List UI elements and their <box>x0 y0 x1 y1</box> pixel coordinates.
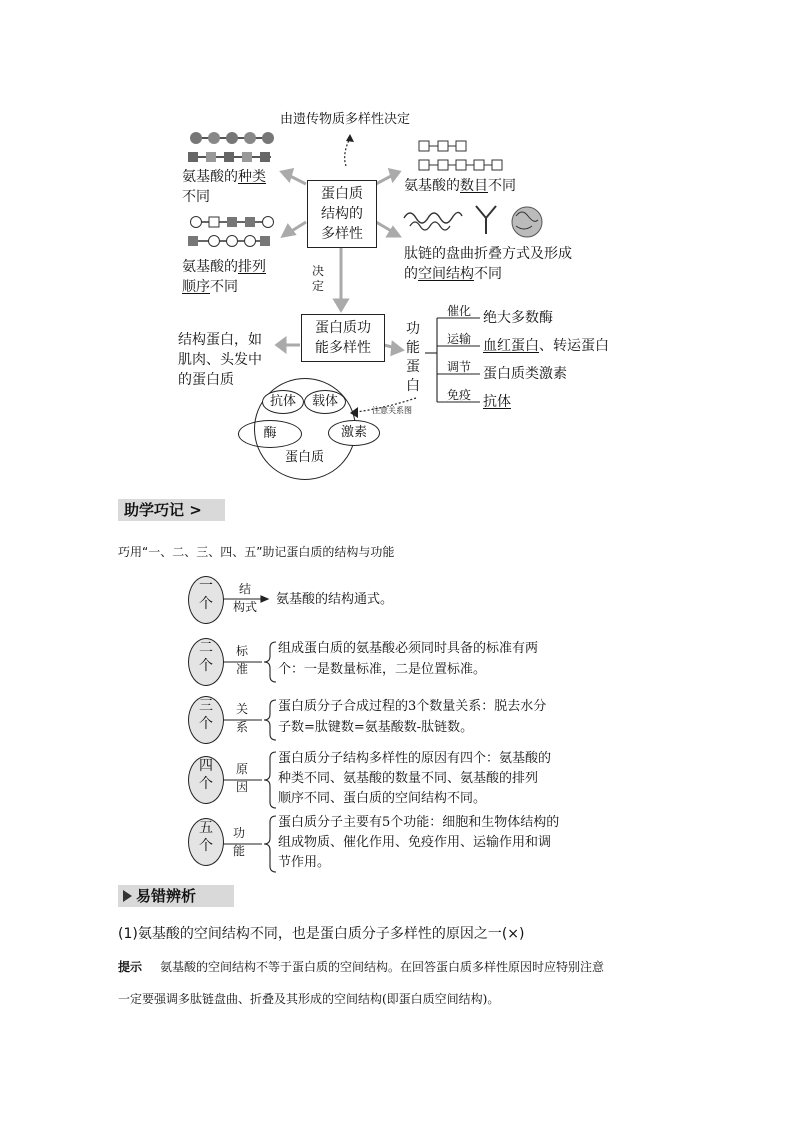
memory-text-3 <box>278 696 546 738</box>
function-tag-catalysis: 催化 <box>447 304 472 318</box>
center-box-line-1: 蛋白质 <box>321 186 363 202</box>
label-underlined: 排列 <box>238 259 266 275</box>
text-line: 蛋白质分子合成过程的3个数量关系：脱去水分 <box>278 699 547 714</box>
structural-line-3: 的蛋白质 <box>178 372 234 388</box>
tag-top: 结 <box>239 582 252 596</box>
venn-carrier: 载体 <box>304 390 346 414</box>
label-underlined: 空间结构 <box>418 266 474 282</box>
error-statement: (1)氨基酸的空间结构不同，也是蛋白质分子多样性的原因之一(×) <box>118 926 525 942</box>
venn-enzyme: 酶 <box>238 420 302 448</box>
label-line-1: 肽链的盘曲折叠方式及形成 <box>404 246 572 262</box>
text-line: 氨基酸的结构通式。 <box>276 592 394 607</box>
tag-top: 关 <box>236 702 249 716</box>
hint-text: 氨基酸的空间结构不等于蛋白质的空间结构。在回答蛋白质多样性原因时应特别注意 <box>160 960 605 974</box>
hint-label: 提示 <box>118 960 143 974</box>
hint-line-2: 一定要强调多肽链盘曲、折叠及其形成的空间结构(即蛋白质空间结构)。 <box>118 992 500 1006</box>
label-prefix: 的 <box>404 266 418 282</box>
label-suffix: 不同 <box>210 279 238 295</box>
center-box-line-3: 多样性 <box>321 226 363 242</box>
number-bottom: 个 <box>199 716 213 732</box>
text-line: 蛋白质分子主要有5个功能：细胞和生物体结构的 <box>278 815 560 830</box>
function-desc: 绝大多数酶 <box>483 310 553 326</box>
text-line: 种类不同、氨基酸的数量不同、氨基酸的排列 <box>278 771 539 786</box>
errors-title-text: 易错辨析 <box>136 887 197 905</box>
functional-protein-label: 功能蛋白 <box>406 321 420 394</box>
memory-number-5 <box>188 818 224 866</box>
label-prefix: 氨基酸的 <box>182 259 238 275</box>
text-line: 节作用。 <box>278 855 331 870</box>
label-suffix: 不同 <box>474 266 502 282</box>
text-line: 子数=肽键数=氨基酸数-肽链数。 <box>278 720 474 735</box>
label-underlined: 种类 <box>238 169 266 185</box>
memory-number-3 <box>188 696 224 744</box>
triangle-icon <box>123 890 132 902</box>
memory-tag-1 <box>233 580 257 616</box>
memory-number-2 <box>188 638 224 686</box>
function-tag-immunity: 免疫 <box>447 388 472 402</box>
memory-text-4 <box>278 749 551 809</box>
label-underlined-2: 顺序 <box>182 279 210 295</box>
number-top: 四 <box>199 758 213 774</box>
structural-line-1: 结构蛋白，如 <box>178 332 262 348</box>
function-underline: 抗体 <box>483 394 511 410</box>
label-underlined: 数目 <box>460 178 488 194</box>
number-top: 二 <box>199 640 213 656</box>
text-line: 蛋白质分子结构多样性的原因有四个：氨基酸的 <box>278 751 552 766</box>
memory-text-5 <box>278 813 559 873</box>
function-box-line-2: 能多样性 <box>315 340 371 356</box>
label-prefix: 氨基酸的 <box>182 169 238 185</box>
hint-line-1 <box>118 958 604 976</box>
label-suffix: 不同 <box>182 189 210 205</box>
text-line: 组成蛋白质的氨基酸必须同时具备的标准有两 <box>278 641 539 656</box>
label-prefix: 氨基酸的 <box>404 178 460 194</box>
top-note: 由遗传物质多样性决定 <box>280 112 411 127</box>
tag-top: 标 <box>236 644 249 658</box>
function-tag-transport: 运输 <box>447 332 472 346</box>
number-top: 三 <box>199 698 213 714</box>
structural-line-2: 肌肉、头发中 <box>178 352 262 368</box>
text-line: 个：一是数量标准，二是位置标准。 <box>278 662 487 677</box>
tag-bottom: 能 <box>233 844 246 858</box>
function-desc: 蛋白质类激素 <box>483 366 567 382</box>
decide-label: 决定 <box>312 264 325 293</box>
number-bottom: 个 <box>199 776 213 792</box>
memory-number-1 <box>188 576 224 624</box>
errors-section-title <box>118 885 234 907</box>
text-line: 顺序不同、蛋白质的空间结构不同。 <box>278 791 487 806</box>
venn-note: 注意关系图 <box>372 406 412 415</box>
function-tag-regulation: 调节 <box>447 360 472 374</box>
memory-text-2 <box>278 638 538 680</box>
memory-tag-2 <box>236 642 248 678</box>
tag-bottom: 准 <box>236 662 249 676</box>
venn-hormone: 激素 <box>328 420 380 446</box>
memory-number-4 <box>188 756 224 804</box>
function-box-line-1: 蛋白质功 <box>315 320 371 336</box>
tag-top: 原 <box>236 762 249 776</box>
number-top: 五 <box>199 820 213 836</box>
tag-bottom: 构式 <box>233 600 258 614</box>
venn-protein-label: 蛋白质 <box>285 450 325 465</box>
memory-intro: 巧用“一、二、三、四、五”助记蛋白质的结构与功能 <box>118 545 395 559</box>
venn-antibody: 抗体 <box>262 390 304 414</box>
memory-text-1 <box>276 590 393 609</box>
center-box-line-2: 结构的 <box>321 206 363 222</box>
tag-bottom: 因 <box>236 780 249 794</box>
number-bottom: 个 <box>199 596 213 612</box>
label-suffix: 不同 <box>488 178 516 194</box>
number-top: 一 <box>199 578 213 594</box>
function-desc: 、转运蛋白 <box>539 338 609 354</box>
function-underline: 血红蛋白 <box>483 338 539 354</box>
number-bottom: 个 <box>199 838 213 854</box>
memory-tag-5 <box>233 824 245 860</box>
memory-tag-4 <box>236 760 248 796</box>
tag-bottom: 系 <box>236 720 249 734</box>
number-bottom: 个 <box>199 658 213 674</box>
memory-section-title: 助学巧记 > <box>118 499 225 521</box>
tag-top: 功 <box>233 826 246 840</box>
memory-tag-3 <box>236 700 248 736</box>
text-line: 组成物质、催化作用、免疫作用、运输作用和调 <box>278 835 552 850</box>
